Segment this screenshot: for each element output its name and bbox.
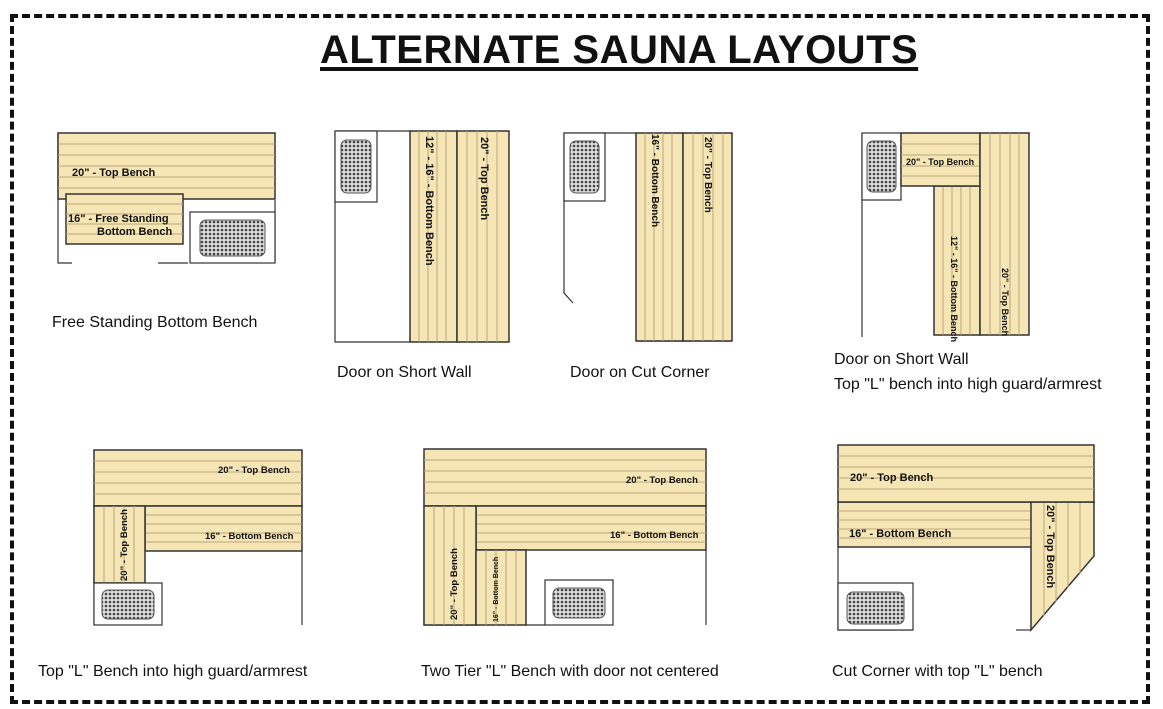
top-bench <box>838 445 1094 502</box>
heater <box>564 133 605 201</box>
top-bench <box>683 133 732 341</box>
top-bench-horizontal <box>901 133 980 186</box>
label-top-bench: 20" - Top Bench <box>1044 505 1056 589</box>
label-top-bench: 20" - Top Bench <box>906 157 975 167</box>
label-top-bench: 20" - Top Bench <box>702 137 713 213</box>
layout-door-short-wall <box>335 131 509 342</box>
heater <box>190 212 275 263</box>
caption-door-cut-corner: Door on Cut Corner <box>570 364 710 381</box>
caption-free-standing: Free Standing Bottom Bench <box>52 314 258 331</box>
layout-two-tier-l-bench <box>424 449 706 625</box>
layout-door-cut-corner <box>564 133 732 341</box>
layout-short-wall-l-bench <box>862 133 1029 342</box>
label-bottom-bench: 16" - Bottom Bench <box>649 134 660 228</box>
layout-top-l-bench <box>94 450 302 625</box>
caption-short-wall-l-line2: Top "L" bench into high guard/armrest <box>834 376 1102 393</box>
label-top-bench: 20" - Top Bench <box>119 509 130 581</box>
page-title: ALTERNATE SAUNA LAYOUTS <box>320 28 919 72</box>
label-top-bench: 20" - Top Bench <box>1000 268 1010 337</box>
top-bench-vertical <box>1031 502 1094 630</box>
caption-cut-corner-l: Cut Corner with top "L" bench <box>832 663 1043 680</box>
label-bottom-bench: Bottom Bench <box>97 226 173 238</box>
bottom-bench <box>410 131 457 342</box>
caption-two-tier: Two Tier "L" Bench with door not centered <box>421 663 719 680</box>
label-top-bench: 20" - Top Bench <box>478 137 490 221</box>
heater <box>838 583 913 630</box>
label-top-bench: 20" - Top Bench <box>626 475 698 486</box>
label-top-bench: 20" - Top Bench <box>218 465 290 476</box>
label-bottom-bench: 16" - Bottom Bench <box>493 556 500 622</box>
label-bottom-bench: 12" - 16" - Bottom Bench <box>949 236 959 343</box>
top-bench <box>58 133 275 199</box>
label-bottom-bench: 16" - Bottom Bench <box>610 530 699 541</box>
label-top-bench: 20" - Top Bench <box>72 167 156 179</box>
top-bench-vertical <box>980 133 1029 336</box>
label-bottom-bench: 12" - 16" - Bottom Bench <box>423 136 435 266</box>
top-bench <box>94 450 302 506</box>
label-top-bench: 20" - Top Bench <box>850 472 934 484</box>
bottom-bench <box>636 133 683 341</box>
caption-top-l-bench: Top "L" Bench into high guard/armrest <box>38 663 308 680</box>
top-bench-vertical <box>94 506 145 583</box>
bottom-bench <box>476 506 706 550</box>
label-bottom-bench: 16" - Bottom Bench <box>205 531 294 542</box>
bottom-bench-vertical <box>476 550 526 625</box>
caption-door-short-wall: Door on Short Wall <box>337 364 472 381</box>
top-bench-vertical <box>424 506 476 625</box>
layout-cut-corner-l-bench <box>838 445 1094 630</box>
free-standing-bench <box>66 194 183 244</box>
label-free-standing: 16" - Free Standing <box>68 213 169 225</box>
heater <box>862 133 901 200</box>
layout-free-standing <box>58 133 275 263</box>
label-bottom-bench: 16" - Bottom Bench <box>849 528 952 540</box>
heater <box>94 583 162 625</box>
bottom-bench <box>838 502 1032 547</box>
caption-short-wall-l: Door on Short Wall <box>834 351 969 368</box>
bottom-bench <box>145 506 302 551</box>
heater <box>545 580 613 625</box>
heater <box>335 131 377 202</box>
top-bench <box>457 131 509 342</box>
label-top-bench: 20" - Top Bench <box>449 548 460 620</box>
top-bench <box>424 449 706 506</box>
bottom-bench <box>934 186 980 342</box>
